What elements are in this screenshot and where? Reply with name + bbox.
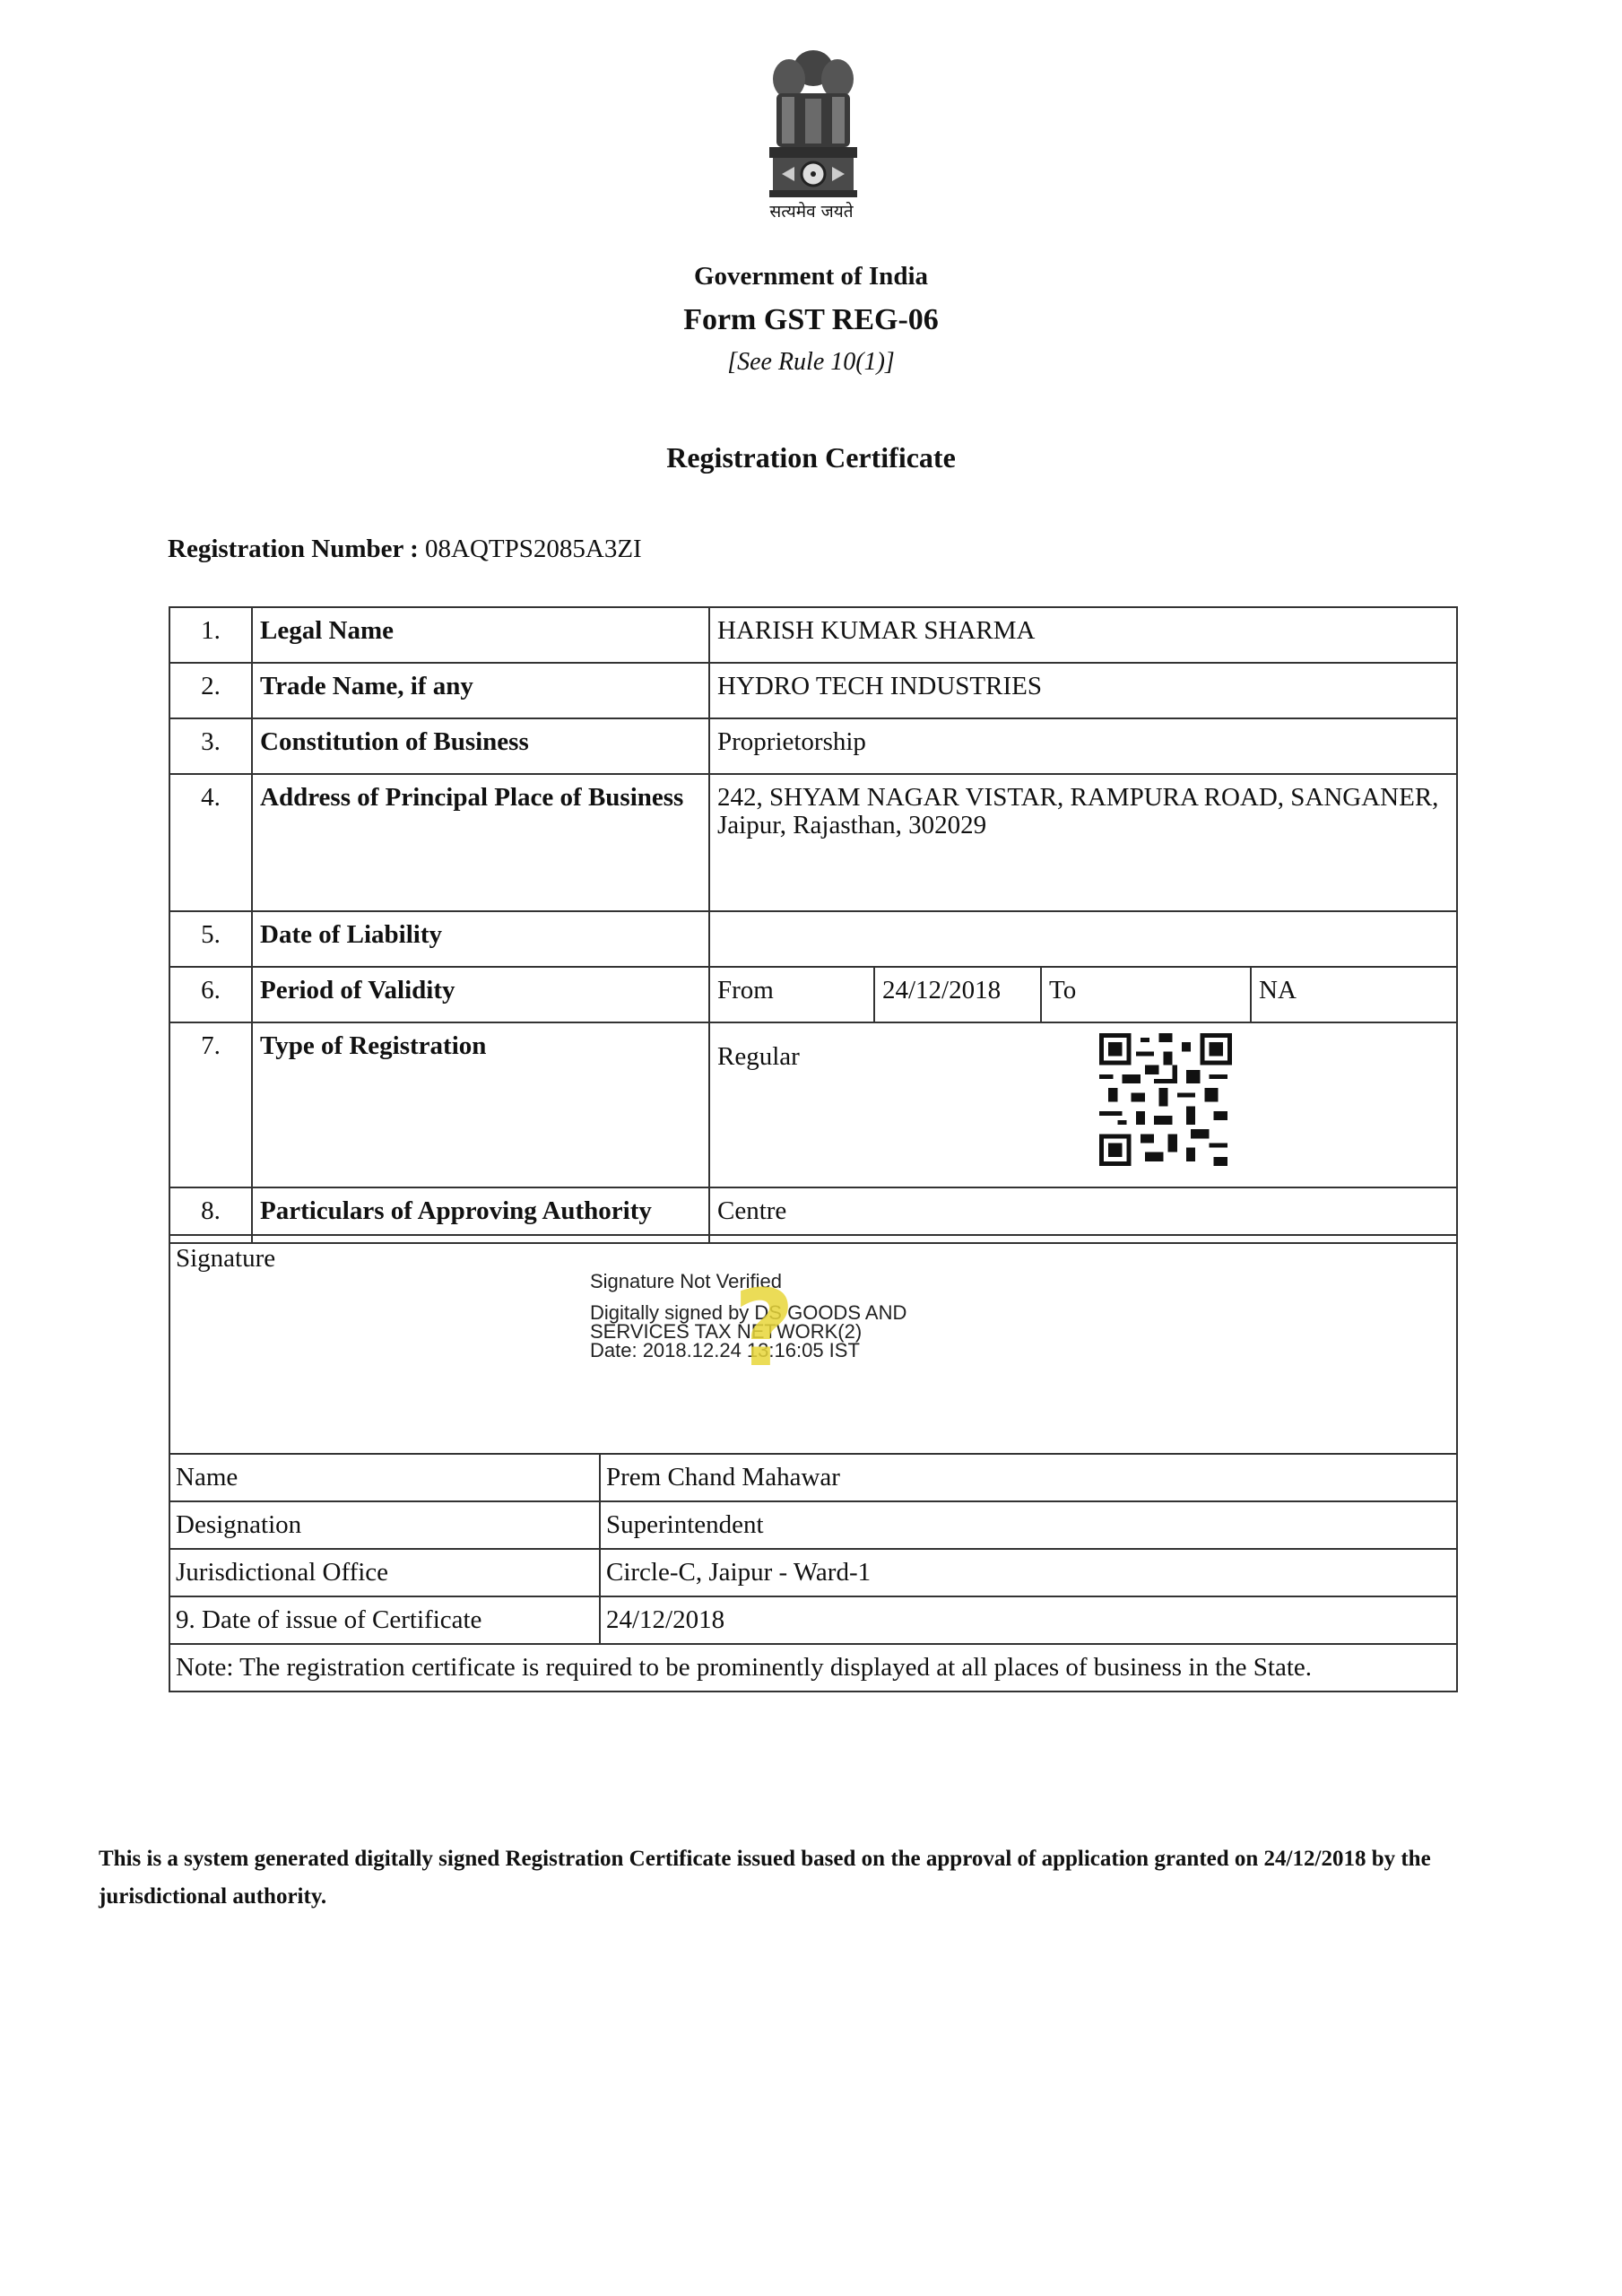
officer-label: Jurisdictional Office <box>169 1549 600 1596</box>
row-number: 3. <box>169 718 252 774</box>
state-emblem-icon <box>746 43 880 222</box>
row-number: 1. <box>169 607 252 663</box>
row-label: Address of Principal Place of Business <box>252 774 709 911</box>
table-row <box>169 1022 1457 1187</box>
signature-cell <box>169 1235 1457 1454</box>
footer-statement: This is a system generated digitally signed Registration Certificate issued based on the approval of application granted on 24/12/2018 by the jurisdictional authority. <box>99 1847 1431 1909</box>
signature-date: Date: 2018.12.24 13:16:05 IST <box>590 1339 860 1361</box>
validity-from-label: From <box>709 967 874 1022</box>
row-value: 242, SHYAM NAGAR VISTAR, RAMPURA ROAD, SANGANER, Jaipur, Rajasthan, 302029 <box>709 774 1457 911</box>
table-row <box>169 1501 1457 1549</box>
signature-signer-line1: Digitally signed by DS GOODS AND <box>590 1301 907 1324</box>
row-label: Legal Name <box>252 607 709 663</box>
table-row <box>169 1454 1457 1501</box>
row-label: Particulars of Approving Authority <box>252 1187 709 1243</box>
signature-and-officer-table <box>169 1234 1458 1692</box>
government-title: Government of India <box>694 262 928 291</box>
table-row <box>169 607 1457 663</box>
emblem-motto: सत्यमेव जयते <box>769 202 854 222</box>
row-number: 8. <box>169 1187 252 1243</box>
row-label: Date of Liability <box>252 911 709 967</box>
officer-value: 24/12/2018 <box>600 1596 1457 1644</box>
officer-label: 9. Date of issue of Certificate <box>169 1596 600 1644</box>
row-label: Type of Registration <box>252 1022 709 1187</box>
row-label: Constitution of Business <box>252 718 709 774</box>
row-number: 7. <box>169 1022 252 1187</box>
signature-signer-line2: SERVICES TAX NETWORK(2) <box>590 1320 863 1343</box>
row-value: Proprietorship <box>709 718 1457 774</box>
table-row <box>169 967 1457 1022</box>
table-row <box>169 1644 1457 1692</box>
form-title: Form GST REG-06 <box>683 303 939 336</box>
validity-to-date: NA <box>1251 967 1457 1022</box>
row-number: 4. <box>169 774 252 911</box>
signature-status: Signature Not Verified <box>590 1270 783 1292</box>
registration-number-line <box>168 535 642 564</box>
row-value: Regular <box>709 1022 1457 1187</box>
signature-question-icon: ? <box>733 1266 795 1390</box>
officer-label: Designation <box>169 1501 600 1549</box>
registration-details-table <box>169 606 1458 1244</box>
row-value: HYDRO TECH INDUSTRIES <box>709 663 1457 718</box>
note-text: Note: The registration certificate is required to be prominently displayed at all places of business in the State. <box>169 1644 1457 1692</box>
signature-label: Signature <box>176 1244 276 1273</box>
table-row <box>169 774 1457 911</box>
officer-value: Prem Chand Mahawar <box>600 1454 1457 1501</box>
registration-number-label: Registration Number : <box>168 535 419 563</box>
row-label: Trade Name, if any <box>252 663 709 718</box>
row-value: Centre <box>709 1187 1457 1243</box>
validity-to-label: To <box>1041 967 1251 1022</box>
row-number: 5. <box>169 911 252 967</box>
officer-label: Name <box>169 1454 600 1501</box>
validity-from-date: 24/12/2018 <box>874 967 1041 1022</box>
table-row <box>169 1549 1457 1596</box>
row-number: 2. <box>169 663 252 718</box>
officer-value: Circle-C, Jaipur - Ward-1 <box>600 1549 1457 1596</box>
rule-reference: [See Rule 10(1)] <box>727 348 895 376</box>
table-row <box>169 663 1457 718</box>
row-label: Period of Validity <box>252 967 709 1022</box>
row-value <box>709 911 1457 967</box>
table-row <box>169 1596 1457 1644</box>
row-value: HARISH KUMAR SHARMA <box>709 607 1457 663</box>
registration-number-value: 08AQTPS2085A3ZI <box>425 535 642 563</box>
certificate-title: Registration Certificate <box>666 441 956 474</box>
qr-code-icon <box>1099 1033 1232 1166</box>
row-number: 6. <box>169 967 252 1022</box>
signature-row <box>169 1235 1457 1454</box>
table-row <box>169 718 1457 774</box>
table-row <box>169 911 1457 967</box>
officer-value: Superintendent <box>600 1501 1457 1549</box>
